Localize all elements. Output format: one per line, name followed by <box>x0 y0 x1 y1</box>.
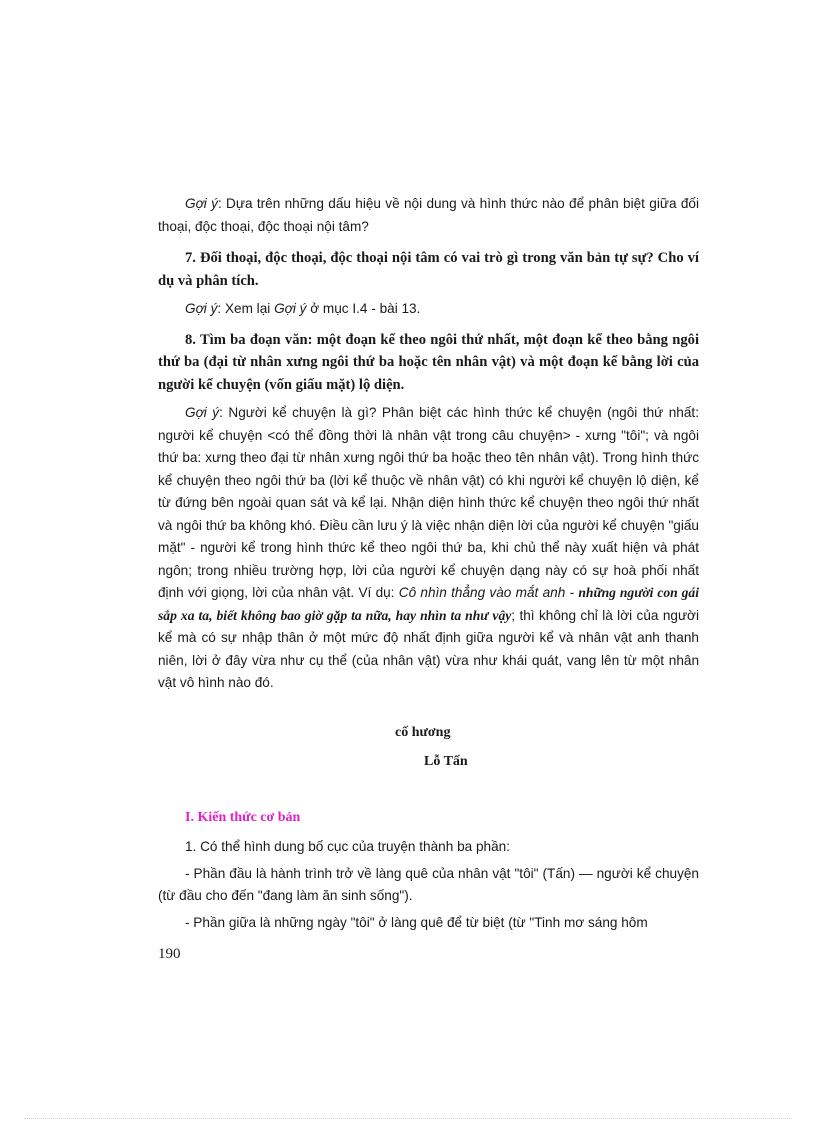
hint-label: Gợi ý <box>185 196 218 211</box>
page-bottom-divider <box>24 1118 792 1119</box>
main-text <box>158 193 699 695</box>
question-8: 8. Tìm ba đoạn văn: một đoạn kể theo ngôi thứ nhất, một đoạn kể theo bằng ngôi thứ ba (đại từ nhân xưng ngôi thứ ba hoặc tên nhân vật) và một đoạn kể bằng lời của người kể chuyện (vốn giấu mặt) lộ diện. <box>158 331 699 393</box>
hint-paragraph-2 <box>158 298 699 321</box>
page-number: 190 <box>158 946 181 962</box>
section-heading: I. Kiến thức cơ bản <box>185 810 301 825</box>
hint-paragraph-3 <box>158 402 699 695</box>
hint-text: : Xem lại <box>217 301 275 317</box>
story-author: Lỗ Tấn <box>424 754 468 769</box>
paragraph-structure: 1. Có thể hình dung bố cục của truyện thành ba phần: <box>185 839 510 854</box>
hint-text-tail: ở mục I.4 - bài 13. <box>306 301 421 317</box>
hint-paragraph-1 <box>158 193 699 238</box>
hint-label: Gợi ý <box>185 405 220 421</box>
story-title: cố hương <box>395 725 451 740</box>
paragraph-part-1: - Phần đầu là hành trình trở về làng quê của nhân vật "tôi" (Tấn) — người kể chuyện (từ đầu cho đến "đang làm ăn sinh sống"). <box>158 865 699 903</box>
example-quote-italic: Cô nhìn thẳng vào mắt anh - <box>398 585 579 601</box>
hint-label-inline: Gợi ý <box>274 301 307 317</box>
hint-label: Gợi ý <box>185 301 218 317</box>
hint-text: : Dựa trên những dấu hiệu về nội dung và hình thức nào để phân biệt giữa đối thoại, độc thoại, độc thoại nội tâm? <box>158 196 699 234</box>
hint-text: : Người kể chuyện là gì? Phân biệt các hình thức kể chuyện (ngôi thứ nhất: người kể chuyện <có thể đồng thời là nhân vật trong câu chuyện> - xưng "tôi"; và ngôi thứ ba: xưng theo đại từ nhân xưng ngôi thứ ba hoặc theo tên nhân vật). Trong hình thức kể chuyện theo ngôi thứ ba (lời kể thuộc về nhân vật) có khi người kể chuyện lộ diện, kể từ đứng bên ngoài quan sát và kể lại. Nhận diện hình thức kể chuyện theo ngôi thứ nhất và ngôi thứ ba không khó. Điều cần lưu ý là việc nhận diện lời của người kể chuyện "giấu mặt" - người kể trong hình thức kể theo ngôi thứ ba, khi chủ thể này xuất hiện và phát ngôn; trong nhiều trường hợp, lời của người kể chuyện dạng này có sự hoà phối nhất định với giọng, lời của nhân vật. Ví dụ: <box>158 405 699 601</box>
paragraph-part-2: - Phần giữa là những ngày "tôi" ở làng quê để từ biệt (từ "Tinh mơ sáng hôm <box>185 914 648 930</box>
question-7: 7. Đối thoại, độc thoại, độc thoại nội tâm có vai trò gì trong văn bản tự sự? Cho ví dụ và phân tích. <box>158 250 699 289</box>
example-quote-bold: những người con gái sắp xa ta, biết không bao giờ gặp ta nữa, hay nhìn ta như vậy <box>158 585 699 623</box>
hint-text-tail: ; thì không chỉ là lời của người kể mà có sự nhập thân ở một mức độ nhất định giữa người kể và nhân vật anh thanh niên, lời ở đây vừa như cụ thể (của nhân vật) vừa như khái quát, vang lên từ một nhân vật vô hình nào đó. <box>158 607 699 691</box>
lower-text <box>158 836 699 934</box>
